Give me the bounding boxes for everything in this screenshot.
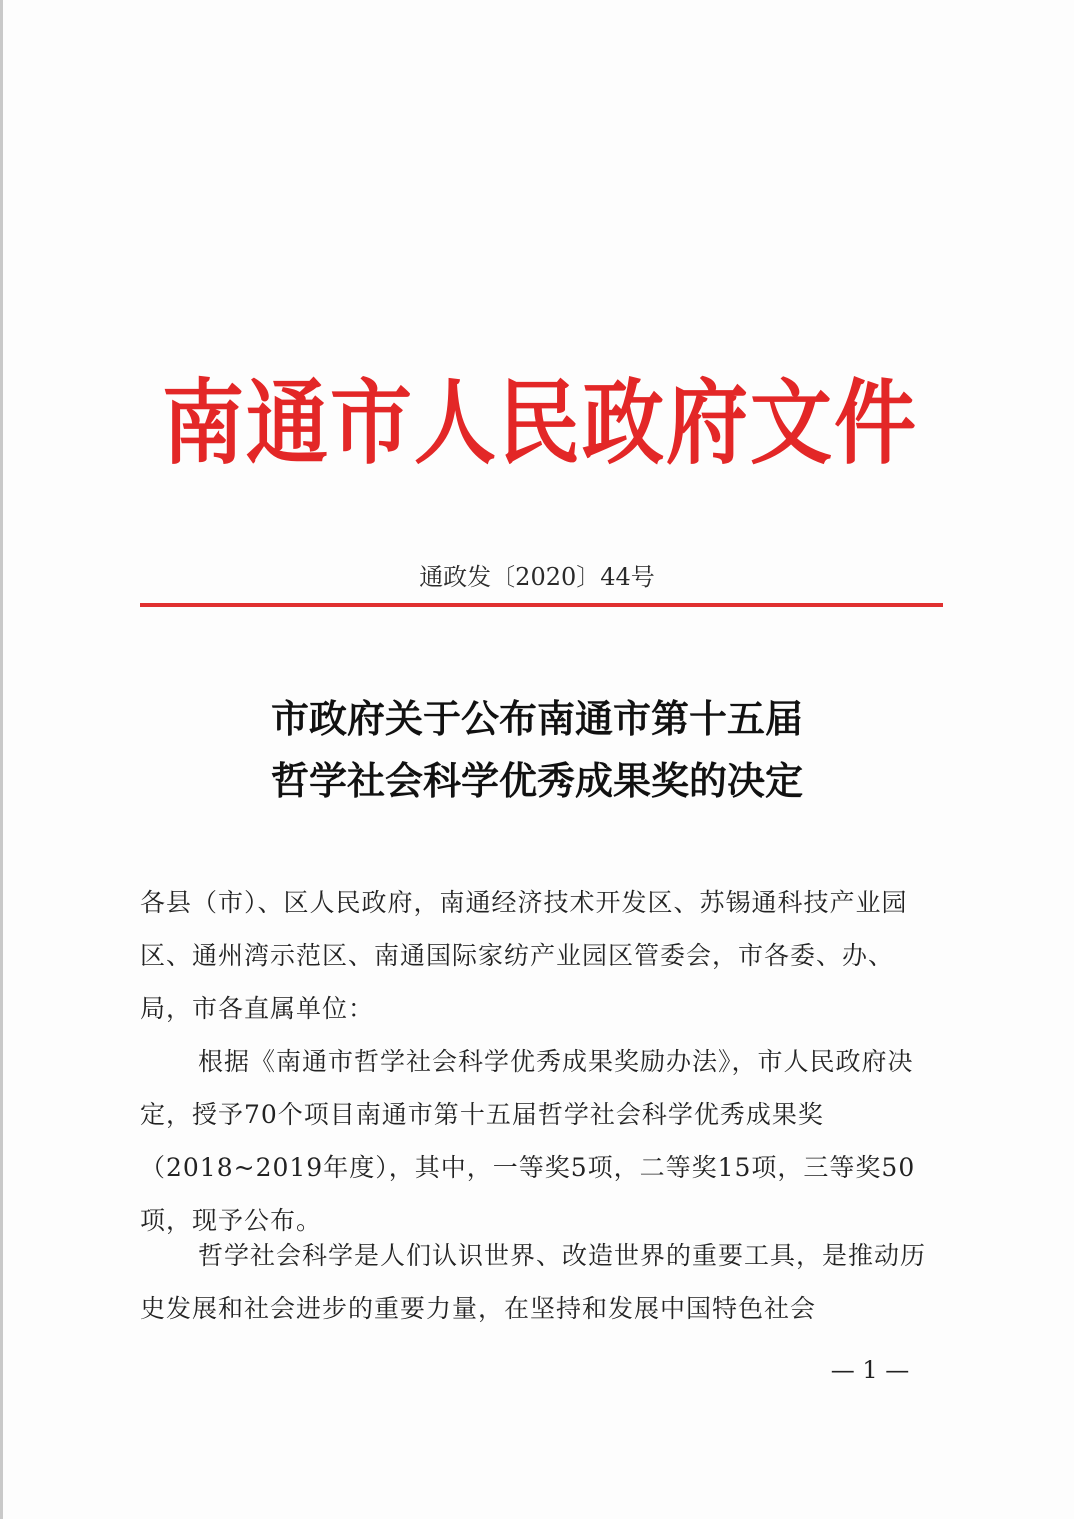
issuer-banner: 南通市人民政府文件: [161, 371, 918, 478]
red-separator-line: [140, 603, 943, 607]
document-number: 通政发〔2020〕44号: [419, 563, 655, 591]
body-paragraph-2: 哲学社会科学是人们认识世界、改造世界的重要工具，是推动历史发展和社会进步的重要力量，在坚持和发展中国特色社会: [140, 1241, 927, 1323]
title-line-1: 市政府关于公布南通市第十五届: [270, 696, 803, 741]
document-title: [0, 688, 1074, 812]
body-paragraph-1: 根据《南通市哲学社会科学优秀成果奖励办法》，市人民政府决定，授予70个项目南通市第十五届哲学社会科学优秀成果奖（2018~2019年度），其中，一等奖5项，二等奖15项，三等奖50项，现予公布。: [140, 1047, 916, 1235]
title-line-2: 哲学社会科学优秀成果奖的决定: [270, 758, 803, 803]
page-number: — 1 —: [830, 1356, 910, 1384]
addressee-paragraph: 各县（市）、区人民政府，南通经济技术开发区、苏锡通科技产业园区、通州湾示范区、南通国际家纺产业园区管委会，市各委、办、局，市各直属单位：: [140, 888, 908, 1023]
